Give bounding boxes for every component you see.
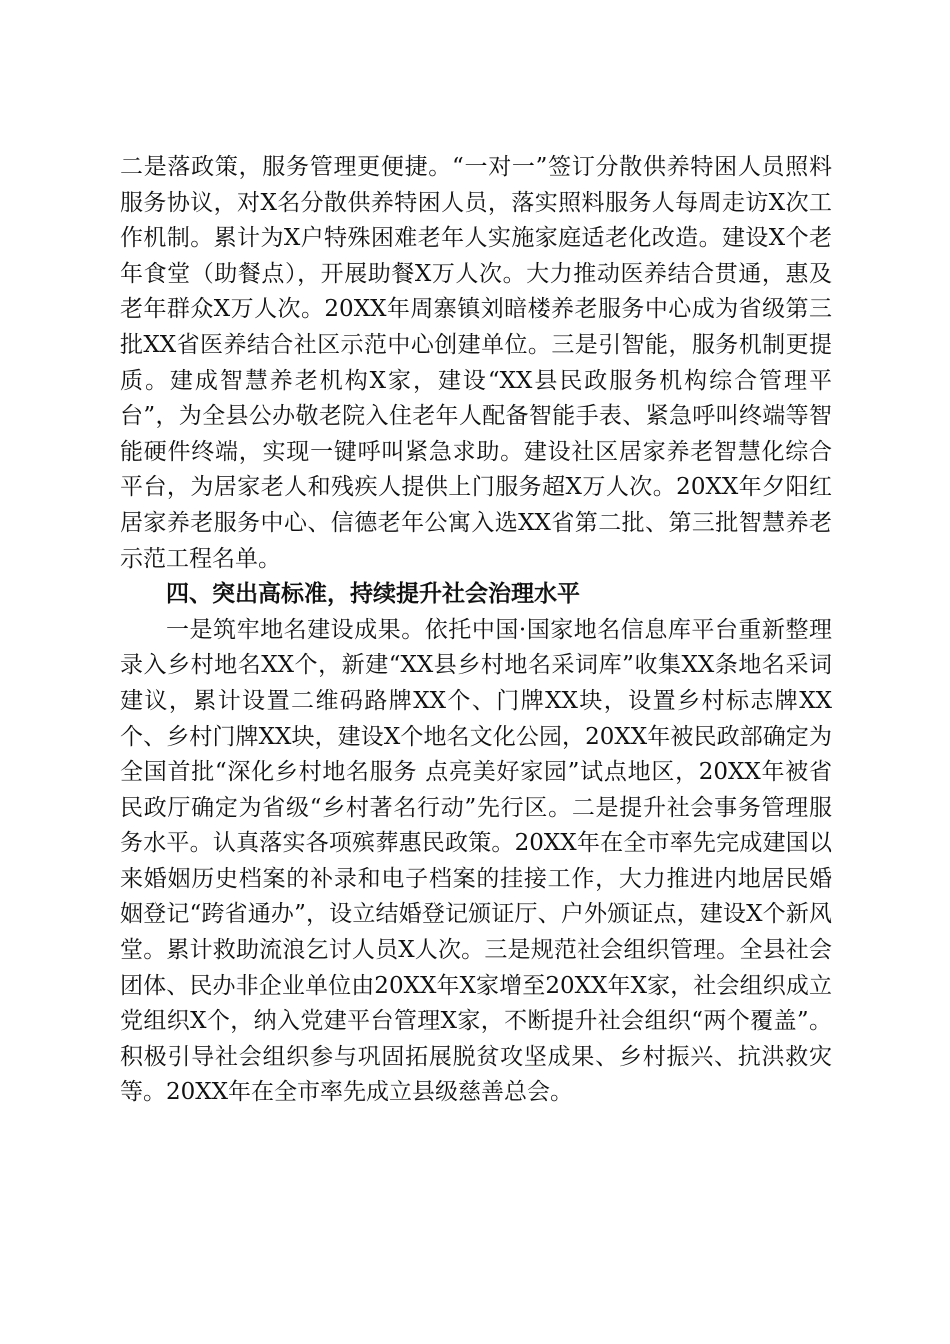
paragraph-continued: 二是落政策，服务管理更便捷。“一对一”签订分散供养特困人员照料服务协议，对X名分散供养特困人员，落实照料服务人每周走访X次工作机制。累计为X户特殊困难老年人实施家庭适老化改造。建设X个老年食堂（助餐点），开展助餐X万人次。大力推动医养结合贯通，惠及老年群众X万人次。20XX年周寨镇刘暗楼养老服务中心成为省级第三批XX省医养结合社区示范中心创建单位。三是引智能，服务机制更提质。建成智慧养老机构X家，建设“XX县民政服务机构综合管理平台”，为全县公办敬老院入住老年人配备智能手表、紧急呼叫终端等智能硬件终端，实现一键呼叫紧急求助。建设社区居家养老智慧化综合平台，为居家老人和残疾人提供上门服务超X万人次。20XX年夕阳红居家养老服务中心、信德老年公寓入选XX省第二批、第三批智慧养老示范工程名单。: [120, 154, 832, 572]
paragraph-section-four: 一是筑牢地名建设成果。依托中国·国家地名信息库平台重新整理录入乡村地名XX个，新建“XX县乡村地名采词库”收集XX条地名采词建议，累计设置二维码路牌XX个、门牌XX块，设置乡村标志牌XX个、乡村门牌XX块，建设X个地名文化公园，20XX年被民政部确定为全国首批“深化乡村地名服务 点亮美好家园”试点地区，20XX年被省民政厅确定为省级“乡村著名行动”先行区。二是提升社会事务管理服务水平。认真落实各项殡葬惠民政策。20XX年在全市率先完成建国以来婚姻历史档案的补录和电子档案的挂接工作，大力推进内地居民婚姻登记“跨省通办”，设立结婚登记颁证厅、户外颁证点，建设X个新风堂。累计救助流浪乞讨人员X人次。三是规范社会组织管理。全县社会团体、民办非企业单位由20XX年X家增至20XX年X家，社会组织成立党组织X个，纳入党建平台管理X家，不断提升社会组织“两个覆盖”。积极引导社会组织参与巩固拓展脱贫攻坚成果、乡村振兴、抗洪救灾等。20XX年在全市率先成立县级慈善总会。: [120, 616, 832, 1106]
section-heading: 四、突出高标准，持续提升社会治理水平: [166, 581, 580, 608]
document-body: [120, 150, 832, 1111]
